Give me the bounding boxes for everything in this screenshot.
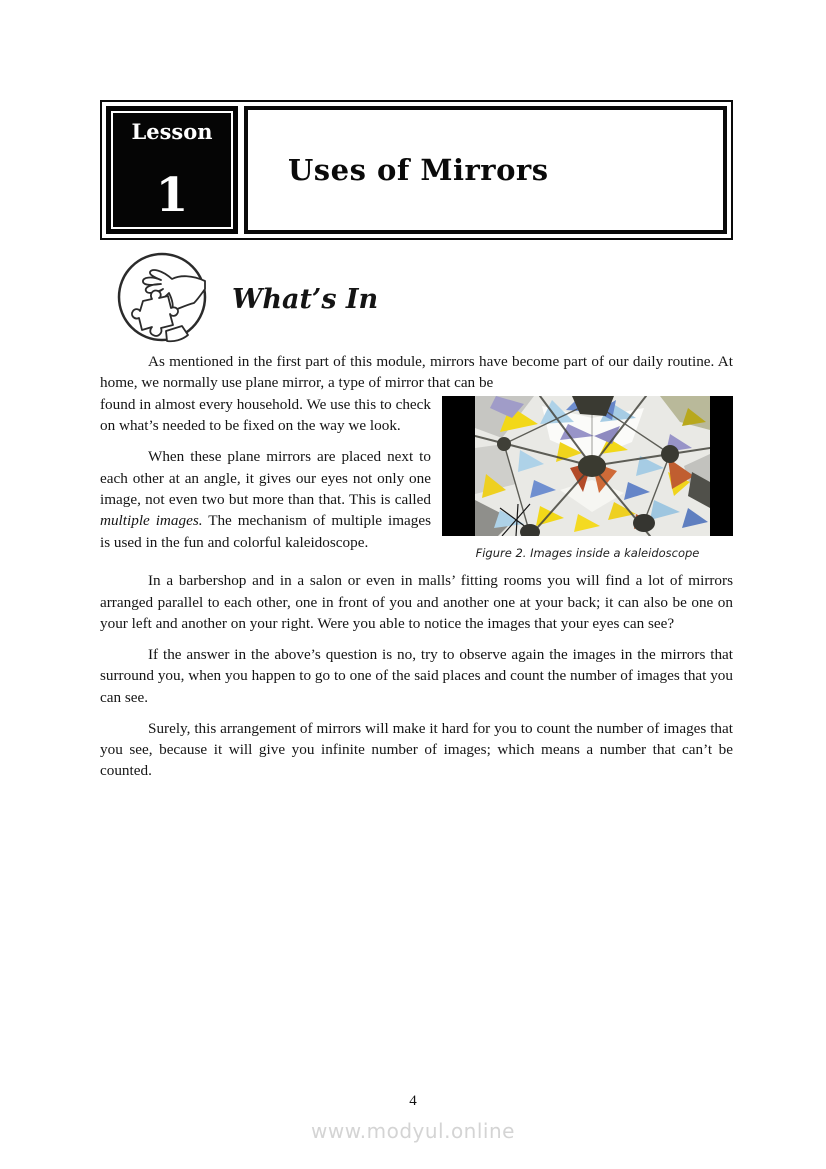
figure-2	[442, 396, 733, 564]
paragraph-1-wrapped: found in almost every household. We use this to check on what’s needed to be fixed on the way we look.	[100, 395, 431, 435]
paragraph-3: In a barbershop and in a salon or even in malls’ fitting rooms you will find a lot of mirrors arranged parallel to each other, one in front of you and another one at your back; it can also be one on your left and another on your right. Were you able to notice the images that your eyes can see?	[100, 572, 733, 633]
kaleidoscope-image	[442, 396, 733, 536]
paragraph-2-text: When these plane mirrors are placed next to each other at an angle, it gives our eyes not only one image, not even two but more than that. This is called	[100, 448, 431, 508]
paragraph-2-text-after: The mechanism of multiple images is used in the fun and colorful kaleidoscope.	[100, 512, 431, 551]
hand-puzzle-icon	[116, 251, 208, 343]
paragraph-2-italic: multiple images.	[100, 512, 203, 530]
lesson-number: 1	[155, 168, 189, 223]
section-heading: What’s In	[232, 284, 379, 315]
figure-caption: Figure 2. Images inside a kaleidoscope	[475, 545, 700, 560]
wrap-region	[100, 394, 733, 560]
lesson-title: Uses of Mirrors	[288, 153, 549, 187]
paragraph-4: If the answer in the above’s question is no, try to observe again the images in the mirrors that surround you, when you happen to go to one of the said places and count the number of images that you can see.	[100, 645, 733, 706]
paragraph-5: Surely, this arrangement of mirrors will make it hard for you to count the number of images that you see, because it will give you infinite number of images; which means a number that can’t be counted.	[100, 719, 733, 780]
lesson-title-box	[244, 106, 727, 234]
page-number: 4	[409, 1093, 417, 1109]
lesson-number-box	[106, 106, 238, 234]
lesson-header	[100, 100, 733, 240]
lesson-label: Lesson	[131, 119, 213, 144]
paragraph-1-full-width: As mentioned in the first part of this module, mirrors have become part of our daily routine. At home, we normally use plane mirror, a type of mirror that can be	[100, 353, 733, 392]
lesson-number-inner	[111, 111, 233, 229]
body-text	[100, 351, 733, 791]
watermark: www.modyul.online	[311, 1119, 515, 1143]
